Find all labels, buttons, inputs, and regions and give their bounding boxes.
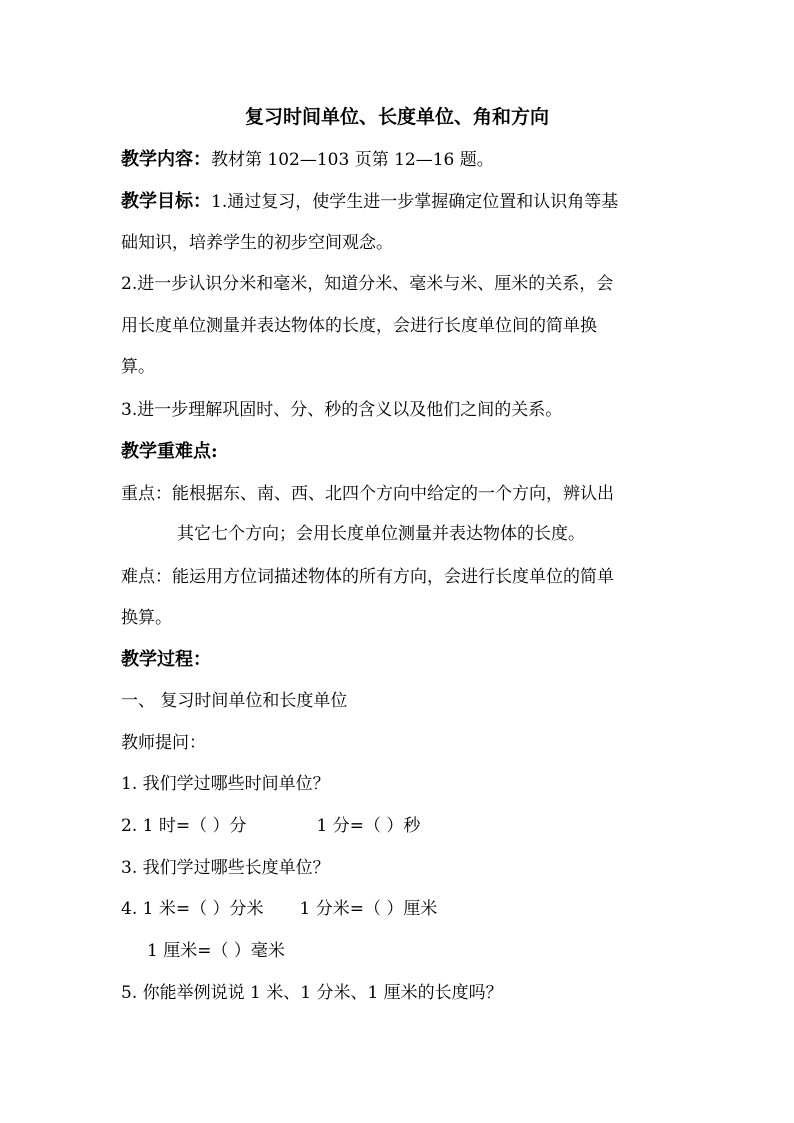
- goal-2-line-3: 算。: [121, 357, 155, 377]
- question-2: [121, 814, 681, 838]
- goal-2-line-2: 用长度单位测量并表达物体的长度，会进行长度单位间的简单换: [121, 316, 597, 336]
- key-points-heading: 教学重难点:: [121, 441, 218, 462]
- process-heading: 教学过程：: [121, 649, 211, 670]
- question-3: 3. 我们学过哪些长度单位？: [121, 858, 330, 878]
- focus-line-2: 其它七个方向；会用长度单位测量并表达物体的长度。: [177, 524, 585, 544]
- question-4-decimeter: 1 分米=（ ）厘米: [299, 899, 438, 919]
- focus-line-1: 重点：能根据东、南、西、北四个方向中给定的一个方向，辨认出: [121, 484, 614, 504]
- teaching-content-text: 教材第 102—103 页第 12—16 题。: [211, 150, 494, 170]
- difficulty-line-2: 换算。: [121, 608, 172, 628]
- question-1: 1. 我们学过哪些时间单位？: [121, 774, 330, 794]
- question-2-hour: 2. 1 时=（ ）分: [121, 816, 247, 836]
- section-1-heading: 一、 复习时间单位和长度单位: [121, 691, 348, 711]
- goal-2-line-1: 2.进一步认识分米和毫米，知道分米、毫米与米、厘米的关系，会: [121, 274, 614, 294]
- difficulty-line-1: 难点：能运用方位词描述物体的所有方向，会进行长度单位的简单: [121, 567, 614, 587]
- goal-1-line-1: 1.通过复习，使学生进一步掌握确定位置和认识角等基: [211, 192, 619, 212]
- goal-3: 3.进一步理解巩固时、分、秒的含义以及他们之间的关系。: [121, 400, 563, 420]
- teaching-goals-line: [121, 190, 681, 214]
- teacher-asks: 教师提问：: [121, 733, 206, 753]
- teaching-content-label: 教学内容：: [121, 149, 211, 170]
- question-4: [121, 897, 681, 921]
- question-5: 5. 你能举例说说 1 米、1 分米、1 厘米的长度吗？: [121, 983, 503, 1003]
- teaching-content-line: [121, 148, 681, 172]
- question-4-centimeter: 1 厘米=（ ）毫米: [147, 941, 285, 961]
- question-2-minute: 1 分=（ ）秒: [316, 816, 421, 836]
- question-4-meter: 4. 1 米=（ ）分米: [121, 899, 264, 919]
- teaching-goals-label: 教学目标：: [121, 191, 211, 212]
- goal-1-line-2: 础知识，培养学生的初步空间观念。: [121, 233, 393, 253]
- page-title: 复习时间单位、长度单位、角和方向: [244, 106, 549, 128]
